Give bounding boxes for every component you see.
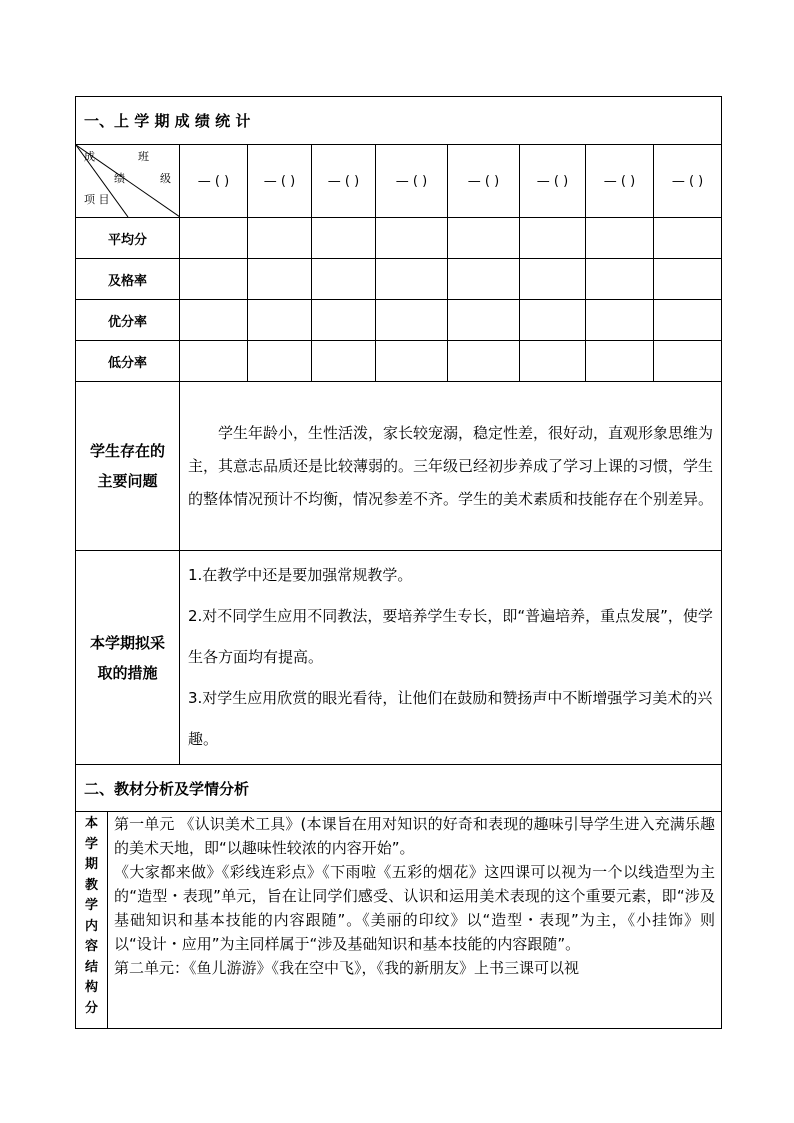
class-header: — ( ) bbox=[654, 145, 722, 218]
metric-label: 低分率 bbox=[76, 341, 180, 382]
score-cell[interactable] bbox=[520, 341, 586, 382]
score-cell[interactable] bbox=[312, 341, 376, 382]
vertical-char: 学 bbox=[84, 836, 98, 852]
score-cell[interactable] bbox=[180, 218, 248, 259]
score-cell[interactable] bbox=[248, 341, 312, 382]
score-cell[interactable] bbox=[248, 300, 312, 341]
score-cell[interactable] bbox=[520, 300, 586, 341]
metric-label: 平均分 bbox=[76, 218, 180, 259]
score-cell[interactable] bbox=[448, 300, 520, 341]
diag-label-cheng: 成 bbox=[84, 150, 95, 163]
metric-row bbox=[76, 341, 722, 382]
class-header: — ( ) bbox=[248, 145, 312, 218]
problems-label bbox=[76, 382, 180, 551]
metric-row bbox=[76, 300, 722, 341]
measure-item: 2.对不同学生应用不同教法，要培养学生专长，即“普遍培养，重点发展”，使学生各方面均有提高。 bbox=[188, 607, 713, 666]
score-cell[interactable] bbox=[312, 218, 376, 259]
score-cell[interactable] bbox=[586, 341, 654, 382]
measure-item: 1.在教学中还是要加强常规教学。 bbox=[188, 566, 413, 584]
score-cell[interactable] bbox=[248, 218, 312, 259]
diagonal-header-cell bbox=[76, 145, 180, 218]
metric-row bbox=[76, 218, 722, 259]
class-header: — ( ) bbox=[312, 145, 376, 218]
diag-label-ban: 班 bbox=[138, 150, 149, 163]
stats-table bbox=[75, 96, 722, 812]
problems-label-line2: 主要问题 bbox=[97, 472, 158, 490]
problems-text: 学生年龄小，生性活泼，家长较宠溺，稳定性差，很好动，直观形象思维为主，其意志品质还是比较薄弱的。三年级已经初步养成了学习上课的习惯，学生的整体情况预计不均衡，情况参差不齐。学生的美术素质和技能存在个别差异。 bbox=[188, 423, 714, 508]
class-header: — ( ) bbox=[376, 145, 448, 218]
content-analysis-text bbox=[108, 812, 722, 1029]
analysis-table bbox=[75, 812, 722, 1029]
analysis-paragraph: 《大家都来做》《彩线连彩点》《下雨啦《五彩的烟花》这四课可以视为一个以线造型为主的“造型・表现”单元，旨在让同学们感受、认识和运用美术表现的这个重要元素，即“涉及基础知识和基本技能的内容跟随”。《美丽的印纹》以“造型・表现”为主，《小挂饰》则以“设计・应用”为主同样属于“涉及基础知识和基本技能的内容跟随”。 bbox=[114, 863, 715, 953]
score-cell[interactable] bbox=[312, 300, 376, 341]
vertical-char: 结 bbox=[84, 959, 98, 975]
measures-row bbox=[76, 551, 722, 765]
measures-label-line1: 本学期拟采 bbox=[89, 633, 165, 652]
class-header: — ( ) bbox=[448, 145, 520, 218]
analysis-paragraph: 第一单元 《认识美术工具》(本课旨在用对知识的好奇和表现的趣味引导学生进入充满乐趣的美术天地，即“以趣味性较浓的内容开始”。 bbox=[114, 815, 715, 857]
measure-item: 3.对学生应用欣赏的眼光看待，让他们在鼓励和赞扬声中不断增强学习美术的兴趣。 bbox=[188, 689, 713, 748]
header-row bbox=[76, 145, 722, 218]
vertical-char: 分 bbox=[84, 1000, 98, 1016]
class-header: — ( ) bbox=[180, 145, 248, 218]
score-cell[interactable] bbox=[376, 259, 448, 300]
score-cell[interactable] bbox=[586, 218, 654, 259]
score-cell[interactable] bbox=[376, 218, 448, 259]
class-header: — ( ) bbox=[520, 145, 586, 218]
measures-label-line2: 取的措施 bbox=[97, 663, 158, 682]
vertical-char: 学 bbox=[84, 898, 98, 913]
section1-title: 一、上 学 期 成 绩 统 计 bbox=[76, 97, 722, 145]
metric-label: 及格率 bbox=[76, 259, 180, 300]
plan-sheet bbox=[75, 96, 721, 1029]
score-cell[interactable] bbox=[654, 259, 722, 300]
class-header: — ( ) bbox=[586, 145, 654, 218]
score-cell[interactable] bbox=[654, 341, 722, 382]
score-cell[interactable] bbox=[586, 259, 654, 300]
vertical-char: 容 bbox=[84, 939, 98, 954]
score-cell[interactable] bbox=[654, 218, 722, 259]
diag-label-xiangmu: 项 目 bbox=[84, 193, 110, 206]
diag-label-ji: 绩 bbox=[114, 172, 125, 185]
score-cell[interactable] bbox=[312, 259, 376, 300]
problems-label-line1: 学生存在的 bbox=[89, 442, 165, 460]
section2-title: 二、教材分析及学情分析 bbox=[76, 765, 722, 812]
vertical-char: 构 bbox=[84, 980, 98, 995]
metric-label: 优分率 bbox=[76, 300, 180, 341]
measures-text-cell bbox=[180, 551, 722, 765]
score-cell[interactable] bbox=[520, 218, 586, 259]
diag-label-ji2: 级 bbox=[160, 172, 171, 185]
score-cell[interactable] bbox=[376, 300, 448, 341]
vertical-char: 内 bbox=[84, 918, 98, 934]
metric-row bbox=[76, 259, 722, 300]
problems-row bbox=[76, 382, 722, 551]
score-cell[interactable] bbox=[586, 300, 654, 341]
score-cell[interactable] bbox=[520, 259, 586, 300]
vertical-char: 期 bbox=[84, 857, 98, 872]
measures-label bbox=[76, 551, 180, 765]
score-cell[interactable] bbox=[180, 341, 248, 382]
problems-text-cell bbox=[180, 382, 722, 551]
score-cell[interactable] bbox=[376, 341, 448, 382]
score-cell[interactable] bbox=[448, 341, 520, 382]
score-cell[interactable] bbox=[180, 259, 248, 300]
analysis-paragraph: 第二单元：《鱼儿游游》《我在空中飞》，《我的新朋友》上书三课可以视 bbox=[114, 959, 580, 977]
score-cell[interactable] bbox=[180, 300, 248, 341]
vertical-char: 本 bbox=[84, 816, 98, 831]
score-cell[interactable] bbox=[654, 300, 722, 341]
score-cell[interactable] bbox=[248, 259, 312, 300]
content-vertical-label bbox=[76, 812, 108, 1029]
score-cell[interactable] bbox=[448, 218, 520, 259]
score-cell[interactable] bbox=[448, 259, 520, 300]
vertical-char: 教 bbox=[84, 877, 98, 893]
